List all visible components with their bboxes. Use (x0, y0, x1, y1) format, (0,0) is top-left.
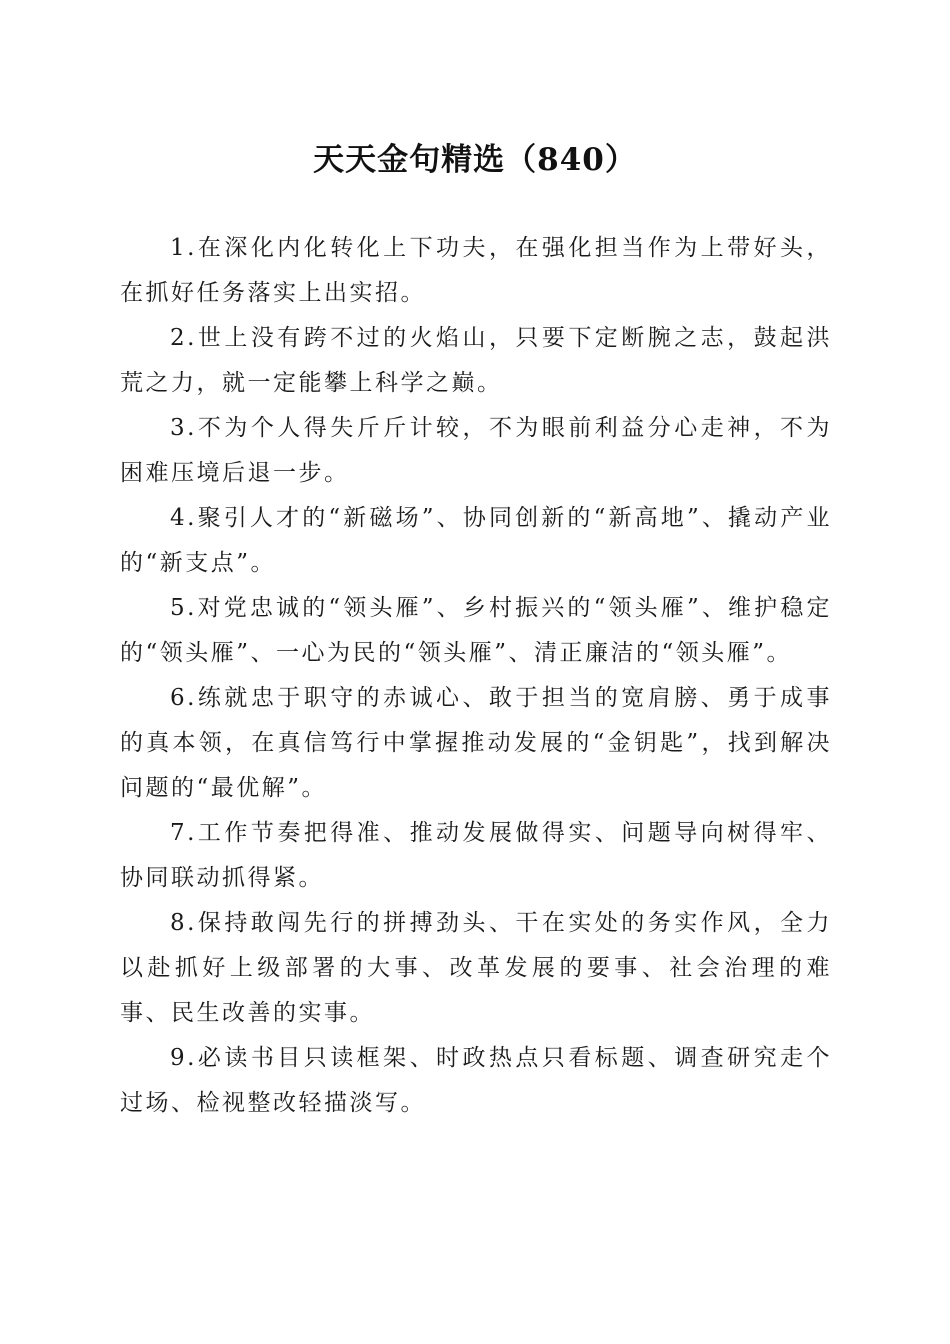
paragraph-2: 2.世上没有跨不过的火焰山，只要下定断腕之志，鼓起洪荒之力，就一定能攀上科学之巅。 (120, 325, 832, 396)
paragraph-1: 1.在深化内化转化上下功夫，在强化担当作为上带好头，在抓好任务落实上出实招。 (120, 235, 832, 306)
document-body (120, 226, 832, 1126)
paragraph-6: 6.练就忠于职守的赤诚心、敢于担当的宽肩膀、勇于成事的真本领，在真信笃行中掌握推动发展的“金钥匙”，找到解决问题的“最优解”。 (120, 685, 832, 801)
document-title: 天天金句精选（840） (313, 142, 637, 178)
paragraph-3: 3.不为个人得失斤斤计较，不为眼前利益分心走神，不为困难压境后退一步。 (120, 415, 832, 486)
paragraph-4: 4.聚引人才的“新磁场”、协同创新的“新高地”、撬动产业的“新支点”。 (120, 505, 832, 576)
paragraph-9: 9.必读书目只读框架、时政热点只看标题、调查研究走个过场、检视整改轻描淡写。 (120, 1045, 832, 1116)
paragraph-7: 7.工作节奏把得准、推动发展做得实、问题导向树得牢、协同联动抓得紧。 (120, 820, 832, 891)
paragraph-5: 5.对党忠诚的“领头雁”、乡村振兴的“领头雁”、维护稳定的“领头雁”、一心为民的“领头雁”、清正廉洁的“领头雁”。 (120, 595, 832, 666)
paragraph-8: 8.保持敢闯先行的拼搏劲头、干在实处的务实作风，全力以赴抓好上级部署的大事、改革发展的要事、社会治理的难事、民生改善的实事。 (120, 910, 832, 1026)
